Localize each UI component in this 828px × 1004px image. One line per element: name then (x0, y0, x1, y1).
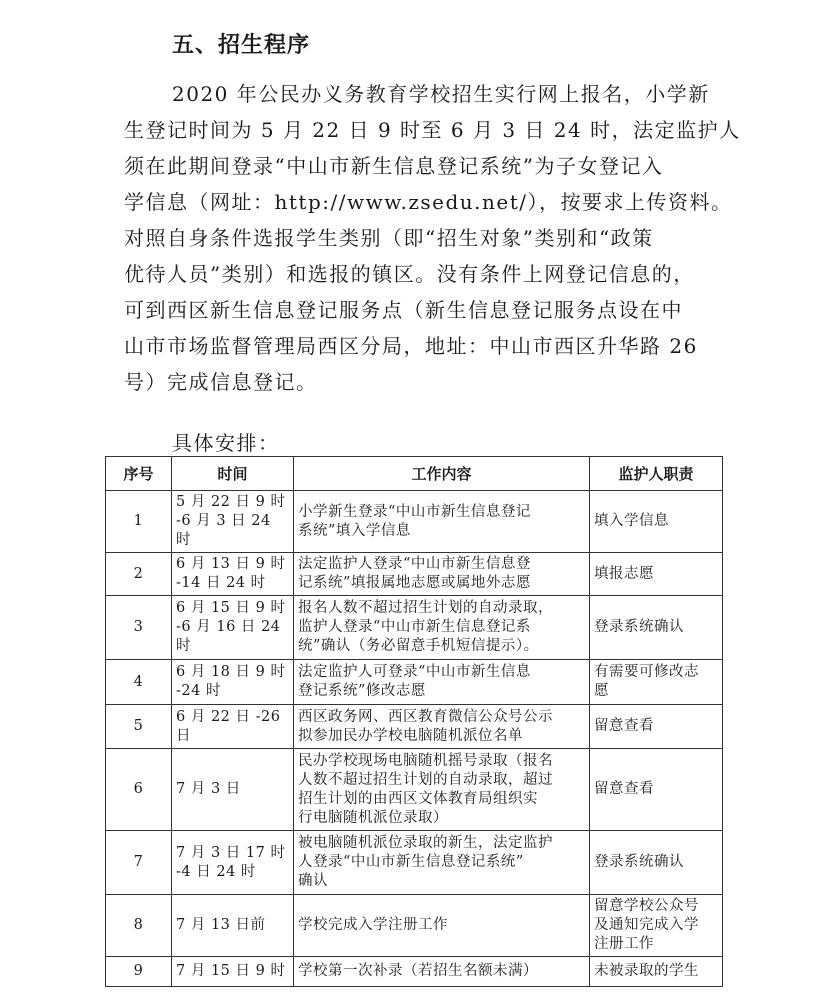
cell-time (172, 596, 294, 660)
cell-duty-line: 及通知完成入学 (594, 917, 699, 933)
cell-duty (590, 660, 723, 705)
paragraph-line: 对照自身条件选报学生类别（即“招生对象”类别和“政策 (124, 226, 654, 250)
header-content: 工作内容 (294, 457, 590, 491)
table-row (106, 596, 723, 660)
cell-content-line: 统”确认（务必留意手机短信提示）。 (298, 638, 539, 654)
cell-duty-line: 填报志愿 (594, 565, 654, 582)
cell-duty (590, 553, 723, 596)
cell-content-line: 学校完成入学注册工作 (298, 917, 448, 933)
cell-duty (590, 705, 723, 749)
cell-content (294, 749, 590, 831)
cell-duty (590, 596, 723, 660)
cell-no: 6 (106, 749, 172, 831)
cell-time-line: -6 月 3 日 24 时 (176, 513, 271, 548)
paragraph-line: 2020 年公民办义务教育学校招生实行网上报名，小学新 (172, 82, 710, 106)
cell-content-line: 招生计划的由西区文体教育局组织实 (298, 790, 538, 807)
cell-time (172, 831, 294, 895)
cell-time-line: 7 月 13 日前 (176, 917, 266, 933)
cell-content-line: 人数不超过招生计划的自动录取，超过 (298, 771, 553, 788)
cell-no: 8 (106, 895, 172, 957)
cell-time-line: -6 月 16 日 24 (176, 619, 281, 635)
cell-duty-line: 留意学校公众号 (594, 898, 699, 914)
cell-time-line: -24 时 (176, 683, 221, 699)
cell-content (294, 957, 590, 987)
cell-time-line: 时 (176, 638, 191, 654)
cell-duty-line: 留意查看 (594, 718, 654, 734)
paragraph-line: 须在此期间登录“中山市新生信息登记系统”为子女登记入 (124, 154, 664, 178)
cell-no: 4 (106, 660, 172, 705)
cell-duty-line: 未被录取的学生 (594, 963, 699, 979)
cell-no: 5 (106, 705, 172, 749)
table-row (106, 957, 723, 987)
cell-content (294, 596, 590, 660)
cell-content-line: 民办学校现场电脑随机摇号录取（报名 (298, 752, 553, 769)
table-header-row (106, 457, 723, 491)
cell-content-line: 学校第一次补录（若招生名额未满） (298, 963, 538, 979)
cell-content-line: 拟参加民办学校电脑随机派位名单 (298, 727, 523, 744)
paragraph-line: 生登记时间为 5 月 22 日 9 时至 6 月 3 日 24 时，法定监护人 (124, 118, 741, 142)
cell-content-line: 系统”填入学信息 (298, 522, 411, 539)
cell-time (172, 957, 294, 987)
cell-duty (590, 957, 723, 987)
table-row (106, 491, 723, 553)
cell-content-line: 法定监护人可登录“中山市新生信息 (298, 664, 531, 680)
cell-content-line: 行电脑随机派位录取） (298, 809, 448, 826)
cell-duty-line: 登录系统确认 (594, 619, 684, 635)
cell-time (172, 705, 294, 749)
cell-content-line: 确认 (298, 873, 328, 889)
cell-content-line: 被电脑随机派位录取的新生，法定监护 (298, 835, 553, 851)
cell-duty (590, 831, 723, 895)
cell-time-line: 7 月 15 日 9 时 (176, 963, 286, 979)
cell-time (172, 749, 294, 831)
paragraph-line: 号）完成信息登记。 (124, 370, 318, 394)
cell-content-line: 监护人登录“中山市新生信息登记系 (298, 619, 531, 635)
cell-content (294, 553, 590, 596)
cell-time-line: 日 (176, 727, 191, 744)
cell-duty-line: 留意查看 (594, 781, 654, 797)
cell-no: 2 (106, 553, 172, 596)
header-time: 时间 (172, 457, 294, 491)
cell-duty (590, 491, 723, 553)
cell-no: 1 (106, 491, 172, 553)
paragraph-line: 优待人员”类别）和选报的镇区。没有条件上网登记信息的， (124, 262, 695, 286)
cell-content-line: 记系统”填报属地志愿或属地外志愿 (298, 575, 531, 591)
cell-content (294, 895, 590, 957)
cell-time-line: 7 月 3 日 (176, 781, 241, 797)
cell-content-line: 人登录“中山市新生信息登记系统” (298, 854, 524, 870)
cell-duty-line: 有需要可修改志 (594, 664, 699, 680)
cell-time (172, 660, 294, 705)
admission-paragraph (124, 76, 741, 400)
cell-time (172, 895, 294, 957)
cell-no: 7 (106, 831, 172, 895)
table-row (106, 749, 723, 831)
cell-no: 3 (106, 596, 172, 660)
cell-time-line: 6 月 13 日 9 时 (176, 556, 286, 572)
cell-content (294, 831, 590, 895)
schedule-label: 具体安排： (172, 431, 280, 455)
cell-content-line: 小学新生登录“中山市新生信息登记 (298, 503, 531, 520)
table-row (106, 831, 723, 895)
paragraph-line: 山市市场监督管理局西区分局，地址：中山市西区升华路 26 (124, 334, 698, 358)
cell-time-line: 7 月 3 日 17 时 (176, 844, 286, 861)
cell-time-line: 6 月 22 日 -26 (176, 708, 281, 725)
section-heading: 五、招生程序 (172, 33, 311, 58)
cell-time-line: -4 日 24 时 (176, 863, 256, 880)
schedule-table (105, 456, 723, 987)
cell-content (294, 491, 590, 553)
cell-duty-line: 填入学信息 (594, 513, 669, 529)
cell-content-line: 西区政务网、西区教育微信公众号公示 (298, 708, 553, 725)
cell-time (172, 553, 294, 596)
cell-duty-line: 愿 (594, 683, 609, 699)
cell-time-line: 6 月 15 日 9 时 (176, 600, 286, 616)
table-row (106, 705, 723, 749)
cell-duty (590, 749, 723, 831)
cell-no: 9 (106, 957, 172, 987)
header-no: 序号 (106, 457, 172, 491)
table-row (106, 553, 723, 596)
cell-content (294, 705, 590, 749)
cell-time-line: 5 月 22 日 9 时 (176, 494, 286, 510)
table-row (106, 895, 723, 957)
paragraph-line: 学信息（网址：http://www.zsedu.net/），按要求上传资料。 (124, 190, 733, 214)
cell-time-line: -14 日 24 时 (176, 575, 266, 591)
cell-duty-line: 登录系统确认 (594, 854, 684, 870)
cell-duty (590, 895, 723, 957)
cell-content-line: 报名人数不超过招生计划的自动录取， (298, 600, 553, 616)
cell-content-line: 法定监护人登录“中山市新生信息登 (298, 556, 531, 572)
cell-duty-line: 注册工作 (594, 936, 654, 952)
cell-time-line: 6 月 18 日 9 时 (176, 664, 286, 680)
cell-content-line: 登记系统”修改志愿 (298, 683, 426, 699)
cell-time (172, 491, 294, 553)
paragraph-line: 可到西区新生信息登记服务点（新生信息登记服务点设在中 (124, 298, 683, 322)
table-row (106, 660, 723, 705)
header-duty: 监护人职责 (590, 457, 723, 491)
cell-content (294, 660, 590, 705)
